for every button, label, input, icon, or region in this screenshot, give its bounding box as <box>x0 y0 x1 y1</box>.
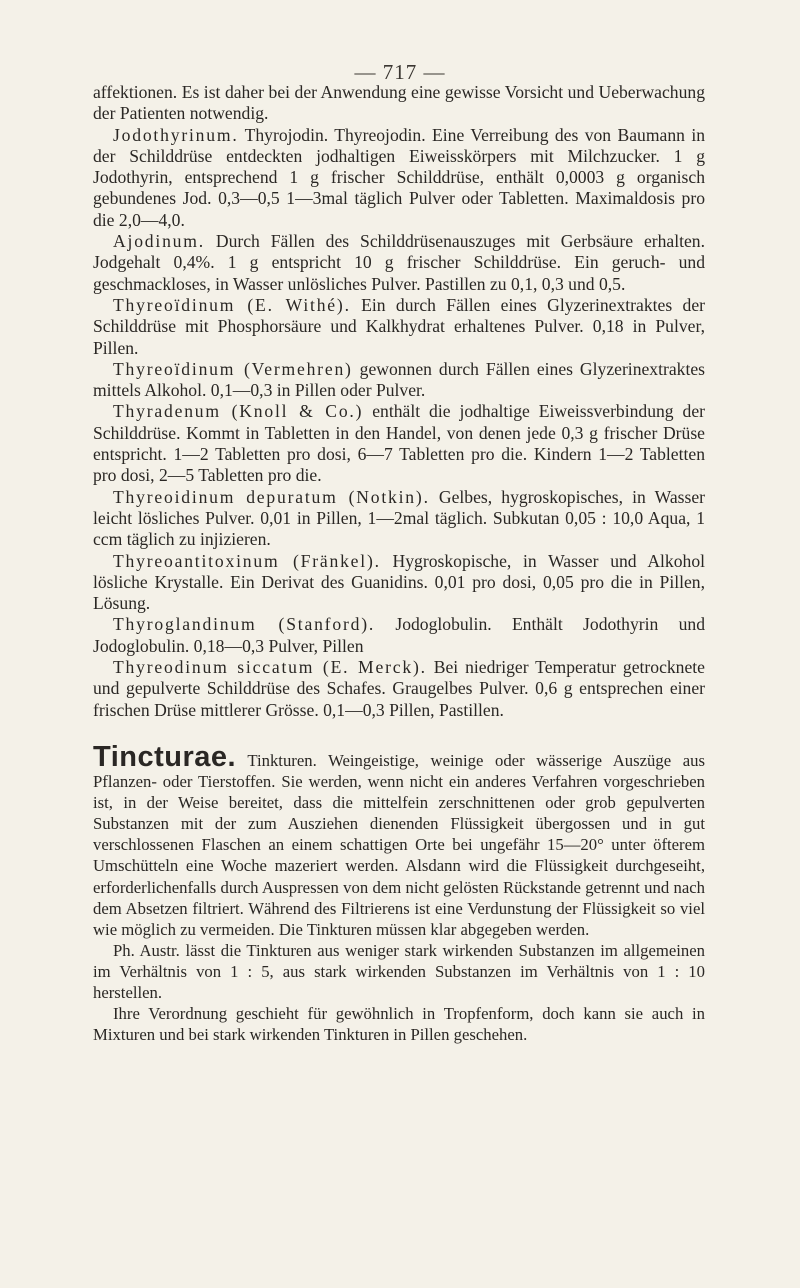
entry-text: Gelbes, hygroskopisches, in Wasser leicht lösliches Pulver. 0,01 in Pillen, 1—2mal täglich. Subkutan 0,05 : 10,0 Aqua, 1 ccm täglich zu injizieren. <box>93 486 705 550</box>
entry-thyroglandinum <box>93 614 705 657</box>
entry-text: Ein durch Fällen eines Glyzerinextraktes der Schilddrüse mit Phosphorsäure und Kalkhydrat erhaltenes Pulver. 0,18 in Pulver, Pillen. <box>93 294 705 358</box>
entry-name: Ajodinum. <box>113 231 205 252</box>
entry-text: gewonnen durch Fällen eines Glyzerinextraktes mittels Alkohol. 0,1—0,3 in Pillen oder Pulver. <box>93 358 705 401</box>
paragraph-text: affektionen. Es ist daher bei der Anwendung eine gewisse Vorsicht und Ueberwachung der Patienten notwendig. <box>93 82 705 124</box>
entry-thyreoantitoxinum <box>93 551 705 615</box>
entry-text: Hygroskopische, in Wasser und Alkohol lösliche Krystalle. Ein Derivat des Guanidins. 0,01 pro dosi, 0,05 pro die in Pillen, Lösung. <box>93 550 705 614</box>
entry-thyreoidinum-withe <box>93 295 705 359</box>
section-paragraph-austr: Ph. Austr. lässt die Tinkturen aus weniger stark wirkenden Substanzen im allgemeinen im Verhältnis von 1 : 5, aus stark wirkenden Substanzen im Verhältnis von 1 : 10 herstellen. <box>93 940 705 1003</box>
section-heading: Tincturae. <box>93 741 237 773</box>
page-number: — 717 — <box>354 60 446 84</box>
section-paragraph-verordnung: Ihre Verordnung geschieht für gewöhnlich in Tropfenform, doch kann sie auch in Mixturen und bei stark wirkenden Tinkturen in Pillen geschehen. <box>93 1004 705 1045</box>
section-intro <box>93 741 705 940</box>
entry-thyradenum <box>93 401 705 486</box>
entry-text: Bei niedriger Temperatur getrocknete und gepulverte Schilddrüse des Schafes. Graugelbes Pulver. 0,6 g entsprechen einer frischen Drüse mittlerer Grösse. 0,1—0,3 Pillen, Pastillen. <box>93 657 705 720</box>
entry-ajodinum <box>93 231 705 295</box>
section-intro-text: Tinkturen. Weingeistige, weinige oder wässerige Auszüge aus Pflanzen- oder Tierstoffen. Sie werden, wenn nicht ein anderes Verfahren vorgeschrieben ist, in der Weise bereitet, dass die mittelfein zerschnittenen oder grob gepulverten Substanzen mit der zum Ausziehen dienenden Flüssigkeit übergossen und in gut verschlossenen Flaschen an einem schattigen Orte bei ungefähr 15—20° unter öfterem Umschütteln eine Woche mazeriert werden. Alsdann wird die Flüssigkeit durchgeseiht, erforderlichenfalls durch Auspressen von dem nicht gelösten Rückstande getrennt und nach dem Absetzen filtriert. Während des Filtrierens ist eine Verdunstung der Flüssigkeit so viel wie möglich zu vermeiden. Die Tinkturen müssen klar abgegeben werden. <box>93 751 705 939</box>
entry-thyreoidinum-vermehren <box>93 359 705 402</box>
entry-text: Jodoglobulin. Enthält Jodothyrin und Jodoglobulin. 0,18—0,3 Pulver, Pillen <box>93 614 705 656</box>
paragraph-continuation <box>93 82 705 125</box>
entry-text: Durch Fällen des Schilddrüsenauszuges mit Gerbsäure erhalten. Jodgehalt 0,4%. 1 g entspricht 10 g frischer Schilddrüse. Ein geruch- und geschmackloses, in Wasser unlösliches Pulver. Pastillen zu 0,1, 0,3 und 0,5. <box>93 231 705 294</box>
entry-name: Thyreoïdinum (Vermehren) <box>113 358 353 379</box>
entry-text: Thyrojodin. Thyreojodin. Eine Verreibung des von Baumann in der Schilddrüse entdeckten jodhaltigen Eiweisskörpers mit Milchzucker. 1 g Jodothyrin, entsprechend 1 g frischer Schilddrüse, enthält 0,0003 g organisch gebundenes Jod. 0,3—0,5 1—3mal täglich Pulver oder Tabletten. Maximaldosis pro die 2,0—4,0. <box>93 124 705 230</box>
section-tincturae <box>93 741 705 1045</box>
entry-name: Thyradenum (Knoll & Co.) <box>113 401 364 422</box>
entry-name: Jodothyrinum. <box>113 124 239 145</box>
entry-jodothyrinum <box>93 125 705 231</box>
entry-name: Thyroglandinum (Stanford). <box>113 614 376 635</box>
entry-name: Thyreoïdinum (E. Withé). <box>113 294 351 315</box>
monograph-list <box>93 82 705 721</box>
entry-thyreoidinum-depuratum <box>93 487 705 551</box>
entry-name: Thyreoantitoxinum (Fränkel). <box>113 550 381 571</box>
entry-name: Thyreodinum siccatum (E. Merck). <box>113 657 427 678</box>
entry-text: enthält die jodhaltige Eiweissverbindung der Schilddrüse. Kommt in Tabletten in den Handel, von denen jede 0,3 g frischer Drüse entspricht. 1—2 Tabletten pro dosi, 6—7 Tabletten pro die. Kindern 1—2 Tabletten pro dosi, 2—5 Tabletten pro die. <box>93 401 705 486</box>
entry-name: Thyreoidinum depuratum (Notkin). <box>113 486 430 507</box>
entry-thyreodinum-siccatum <box>93 657 705 721</box>
